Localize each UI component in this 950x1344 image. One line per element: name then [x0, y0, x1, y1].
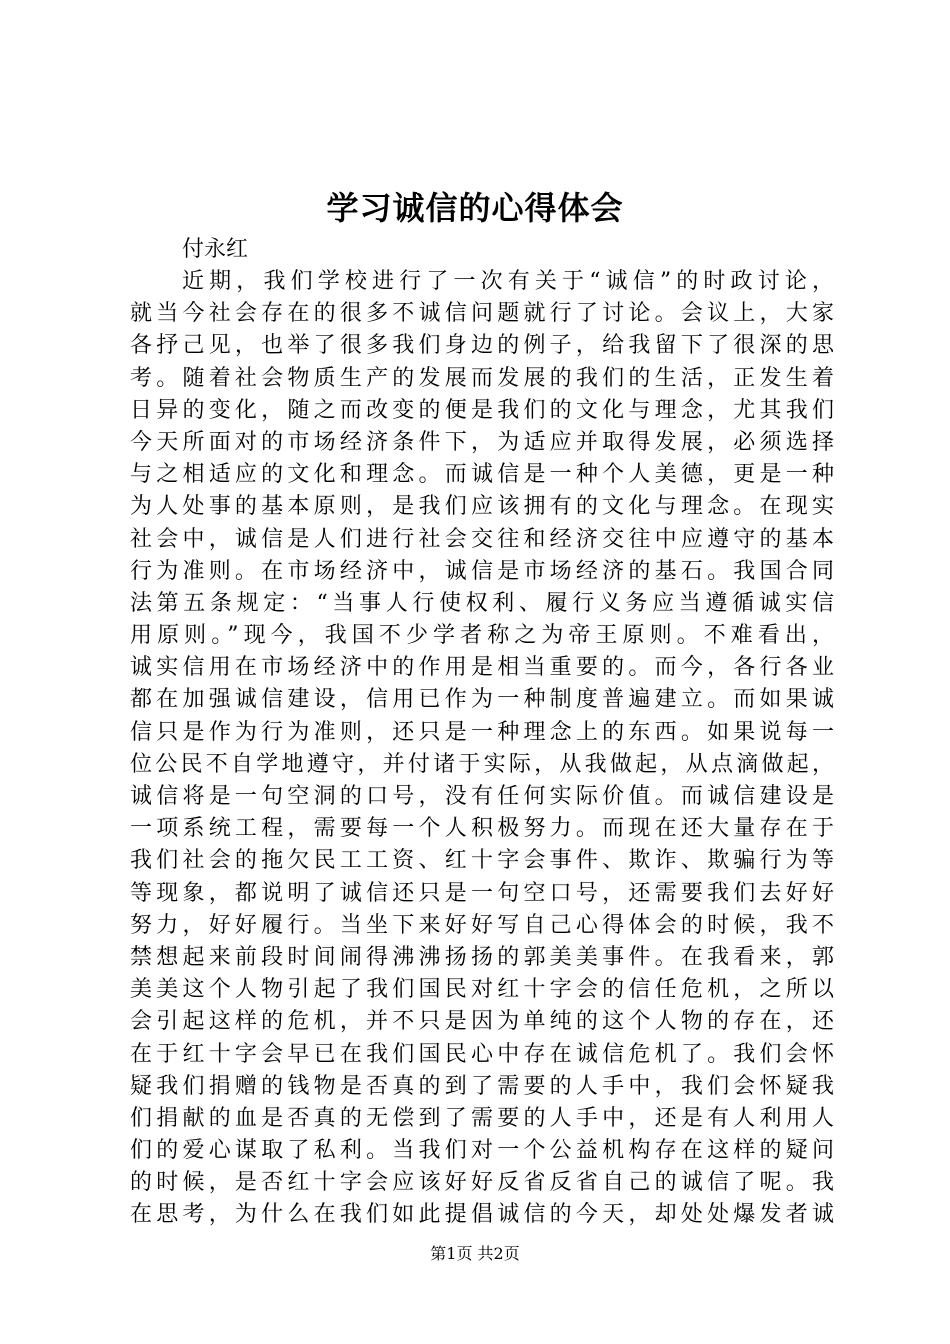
paragraph-line: 都在加强诚信建设，信用已作为一种制度普遍建立。而如果诚: [130, 687, 834, 713]
paragraph-line: 在于红十字会早已在我们国民心中存在诚信危机了。我们会怀: [130, 1041, 834, 1067]
paragraph-line: 会引起这样的危机，并不只是因为单纯的这个人物的存在，还: [130, 1009, 834, 1035]
body-paragraph: [130, 266, 834, 1232]
paragraph-line: 近期，我们学校进行了一次有关于“诚信”的时政讨论，: [182, 269, 834, 294]
author-name: 付永红: [182, 237, 249, 262]
paragraph-line: 的时候，是否红十字会应该好好反省反省自己的诚信了呢。我: [130, 1170, 834, 1196]
paragraph-line: 位公民不自学地遵守，并付诸于实际，从我做起，从点滴做起，: [130, 751, 834, 777]
paragraph-line: 诚信将是一句空洞的口号，没有任何实际价值。而诚信建设是: [130, 784, 834, 809]
paragraph-line: 禁想起来前段时间闹得沸沸扬扬的郭美美事件。在我看来，郭: [130, 944, 834, 970]
paragraph-line: 日异的变化，随之而改变的便是我们的文化与理念，尤其我们: [130, 397, 834, 423]
paragraph-line: 社会中，诚信是人们进行社会交往和经济交往中应遵守的基本: [130, 526, 834, 552]
paragraph-line: 行为准则。在市场经济中，诚信是市场经济的基石。我国合同: [130, 558, 834, 584]
paragraph-line: 们的爱心谋取了私利。当我们对一个公益机构存在这样的疑问: [130, 1138, 834, 1164]
paragraph-line: 我们社会的拖欠民工工资、红十字会事件、欺诈、欺骗行为等: [130, 848, 834, 874]
paragraph-line: 诚实信用在市场经济中的作用是相当重要的。而今，各行各业: [130, 655, 834, 681]
paragraph-line: 努力，好好履行。当坐下来好好写自己心得体会的时候，我不: [130, 912, 834, 938]
document-title: 学习诚信的心得体会: [326, 189, 624, 227]
paragraph-line: 美美这个人物引起了我们国民对红十字会的信任危机，之所以: [130, 977, 834, 1003]
paragraph-line: 在思考，为什么在我们如此提倡诚信的今天，却处处爆发者诚: [130, 1202, 834, 1228]
paragraph-line: 与之相适应的文化和理念。而诚信是一种个人美德，更是一种: [130, 462, 834, 488]
paragraph-line: 各抒己见，也举了很多我们身边的例子，给我留下了很深的思: [130, 333, 834, 359]
paragraph-line: 一项系统工程，需要每一个人积极努力。而现在还大量存在于: [130, 816, 834, 842]
paragraph-line: 今天所面对的市场经济条件下，为适应并取得发展，必须选择: [130, 429, 834, 455]
paragraph-line: 法第五条规定：“当事人行使权利、履行义务应当遵循诚实信: [130, 590, 834, 616]
paragraph-line: 用原则。”现今，我国不少学者称之为帝王原则。不难看出，: [130, 623, 834, 649]
paragraph-line: 就当今社会存在的很多不诚信问题就行了讨论。会议上，大家: [130, 301, 834, 327]
paragraph-line: 等现象，都说明了诚信还只是一句空口号，还需要我们去好好: [130, 880, 834, 906]
paragraph-line: 考。随着社会物质生产的发展而发展的我们的生活，正发生着: [130, 365, 834, 391]
paragraph-line: 为人处事的基本原则，是我们应该拥有的文化与理念。在现实: [130, 494, 834, 520]
paragraph-line: 疑我们捐赠的钱物是否真的到了需要的人手中，我们会怀疑我: [130, 1073, 834, 1099]
paragraph-line: 信只是作为行为准则，还只是一种理念上的东西。如果说每一: [130, 719, 834, 745]
paragraph-line: 们捐献的血是否真的无偿到了需要的人手中，还是有人利用人: [130, 1105, 834, 1131]
page-number-footer: 第1页 共2页: [430, 1244, 520, 1263]
